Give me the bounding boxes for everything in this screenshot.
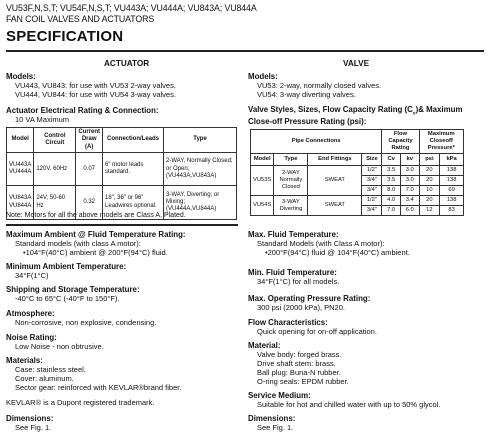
noise-section [6,333,238,351]
actuator-materials-line: Sector gear: reinforced with KEVLAR®brand fiber. [15,383,182,393]
valve-dimensions-heading: Dimensions: [248,414,296,423]
table-cell: 20 [419,196,440,206]
table-cell: 0.32 [76,186,103,220]
table-header: Connection/Leads [103,128,164,153]
atmosphere-section [6,309,238,327]
table-cell: 3.4 [400,196,419,206]
min-fluid-heading: Min. Fluid Temperature: [248,268,337,277]
table-row [7,153,237,186]
cv-subscript: v [412,111,416,117]
table-header: Current Draw (A) [76,128,103,153]
table-row [251,196,464,206]
header-model-list: VU53F,N,S,T; VU54F,N,S,T; VU443A; VU444A; VU843A; VU844A [6,3,257,13]
valve-models-heading: Models: [248,72,278,81]
table-header: Model [7,128,34,153]
valve-materials-line: Drive shaft stem: brass. [257,359,336,369]
table-cell: 3/4" [362,186,382,196]
table-cell: 3/4" [362,206,382,216]
table-header: kv [400,154,419,166]
table-header: Control Circuit [34,128,76,153]
valve-materials-line: Ball plug: Buna-N rubber. [257,368,341,378]
flow-value: Quick opening for on-off application. [257,327,377,337]
table-cell: 20 [419,166,440,176]
valve-dimensions-value: See Fig. 1. [257,423,294,433]
table-cell: VU443A VU444A [7,153,34,186]
atmosphere-value: Non-corrosive, non explosive, condensing. [15,318,157,328]
valve-styles-section [248,105,486,127]
table-cell: 3.0 [400,176,419,186]
table-cell: 138 [440,196,464,206]
max-fluid-heading: Max. Fluid Temperature: [248,230,339,239]
valve-spec-table [250,129,464,216]
table-cell: 6" motor leads standard. [103,153,164,186]
actuator-models-section [6,72,238,99]
valve-materials-section [248,341,484,386]
table-cell: 2-WAY, Normally Closed; or Open; (VU443A,VU843A) [164,153,237,186]
table-cell: 3-WAY Diverting [274,196,308,216]
header-subtitle: FAN COIL VALVES AND ACTUATORS [6,14,155,24]
service-heading: Service Medium: [248,391,311,400]
table-cell: 3.0 [400,166,419,176]
flow-heading: Flow Characteristics: [248,318,328,327]
min-fluid-section [248,268,484,286]
valve-dimensions-section [248,414,484,432]
min-ambient-value: 34°F(1°C) [15,271,49,281]
table-group-header: Pipe Connections [251,130,382,154]
table-cell: 138 [440,176,464,186]
max-ambient-section [6,230,240,257]
table-cell: 1/2" [362,166,382,176]
actuator-note-divider [6,224,238,226]
service-section [248,391,486,409]
shipping-value: -40°C to 65°C (-40°F to 150°F). [15,294,120,304]
actuator-dimensions-section [6,414,238,432]
table-group-header: Maximum Closeoff Pressure* [419,130,463,154]
table-cell: SWEAT [308,196,362,216]
valve-styles-heading-end: )& Maximum [415,105,463,114]
actuator-rating-section [6,106,238,124]
table-cell: 83 [440,206,464,216]
actuator-dimensions-heading: Dimensions: [6,414,54,423]
table-header: Size [362,154,382,166]
table-row [251,166,464,176]
table-cell: 1/2" [362,196,382,206]
max-pressure-section [248,294,484,312]
max-fluid-line: •200°F(94°C) fluid @ 104°F(40°C) ambient. [265,248,410,258]
valve-heading: VALVE [343,59,370,68]
actuator-materials-heading: Materials: [6,356,43,365]
table-cell: 2-WAY Normally Closed [274,166,308,196]
actuator-models-line: VU443, VU843: for use with VU53 2-way valves. [15,81,176,91]
max-ambient-line: Standard models (with class A motor): [15,239,141,249]
actuator-materials-line: Cover: aluminum. [15,374,74,384]
table-cell: 12 [419,206,440,216]
actuator-models-line: VU444, VU844: for use with VU54 3-way valves. [15,90,176,100]
actuator-dimensions-value: See Fig. 1. [15,423,52,433]
valve-models-line: VU54: 3-way diverting valves. [257,90,356,100]
valve-materials-heading: Material: [248,341,281,350]
table-header: Model [251,154,274,166]
valve-models-section [248,72,484,99]
table-cell: VU843A VU844A [7,186,34,220]
max-ambient-heading: Maximum Ambient @ Fluid Temperature Rating: [6,230,186,239]
title-divider [6,50,484,52]
table-header: End Fittings [308,154,362,166]
table-cell: 3.5 [382,166,401,176]
table-cell: 3.5 [382,176,401,186]
valve-materials-line: O-ring seals: EPDM rubber. [257,377,349,387]
max-fluid-line: Standard Models (with Class A motor): [257,239,385,249]
max-pressure-heading: Max. Operating Pressure Rating: [248,294,371,303]
actuator-models-heading: Models: [6,72,36,81]
table-header: Type [274,154,308,166]
table-cell: 3-WAY, Diverting; or Mixing; (VU444A,VU844A) [164,186,237,220]
table-cell: 7.0 [400,186,419,196]
table-header: kPa [440,154,464,166]
valve-styles-heading-line2: Close-off Pressure Rating (psi): [248,117,367,127]
actuator-materials-line: Case: stainless steel. [15,365,86,375]
table-cell: 18", 36" or 96" Leadwires optional. [103,186,164,220]
flow-section [248,318,484,336]
max-ambient-line: •104°F(40°C) ambient @ 200°F(94°C) fluid. [23,248,168,258]
table-cell: 3/4" [362,176,382,186]
actuator-heading: ACTUATOR [104,59,150,68]
table-cell: 10 [419,186,440,196]
shipping-heading: Shipping and Storage Temperature: [6,285,140,294]
table-cell: SWEAT [308,166,362,196]
min-ambient-section [6,262,238,280]
table-cell: 120V, 60Hz [34,153,76,186]
actuator-rating-heading: Actuator Electrical Rating & Connection: [6,106,159,115]
document-header [6,3,257,25]
table-header: psi [419,154,440,166]
actuator-note: Note: Motors for all the above models are Class A, Plated. [6,212,186,219]
max-fluid-section [248,230,484,257]
table-cell: 4.0 [382,196,401,206]
kevlar-trademark-note: KEVLAR® is a Dupont registered trademark. [6,398,155,407]
table-cell: 138 [440,166,464,176]
table-cell: 6.0 [400,206,419,216]
table-cell: VU54S [251,196,274,216]
table-cell: VU53S [251,166,274,196]
actuator-spec-table [6,127,237,220]
atmosphere-heading: Atmosphere: [6,309,55,318]
table-cell: 69 [440,186,464,196]
max-pressure-value: 300 psi (2000 kPa), PN20. [257,303,345,313]
table-group-header: Flow Capacity Rating [382,130,419,154]
table-cell: 20 [419,176,440,186]
table-header: Cv [382,154,401,166]
page-title: SPECIFICATION [6,28,124,45]
valve-styles-heading: Valve Styles, Sizes, Flow Capacity Rating (C [248,105,413,114]
table-header: Type [164,128,237,153]
min-ambient-heading: Minimum Ambient Temperature: [6,262,127,271]
table-cell: 8.0 [382,186,401,196]
min-fluid-value: 34°F(1°C) for all models. [257,277,340,287]
table-cell: 24V, 50-60 Hz [34,186,76,220]
service-value: Suitable for hot and chilled water with up to 50% glycol. [257,400,441,410]
noise-heading: Noise Rating: [6,333,57,342]
actuator-materials-section [6,356,238,392]
shipping-section [6,285,238,303]
table-cell: 7.0 [382,206,401,216]
table-cell: 0.07 [76,153,103,186]
noise-value: Low Noise - non obtrusive. [15,342,104,352]
valve-materials-line: Valve body: forged brass. [257,350,342,360]
valve-models-line: VU53: 2-way, normally closed valves. [257,81,382,91]
actuator-rating-value: 10 VA Maximum [15,115,70,125]
